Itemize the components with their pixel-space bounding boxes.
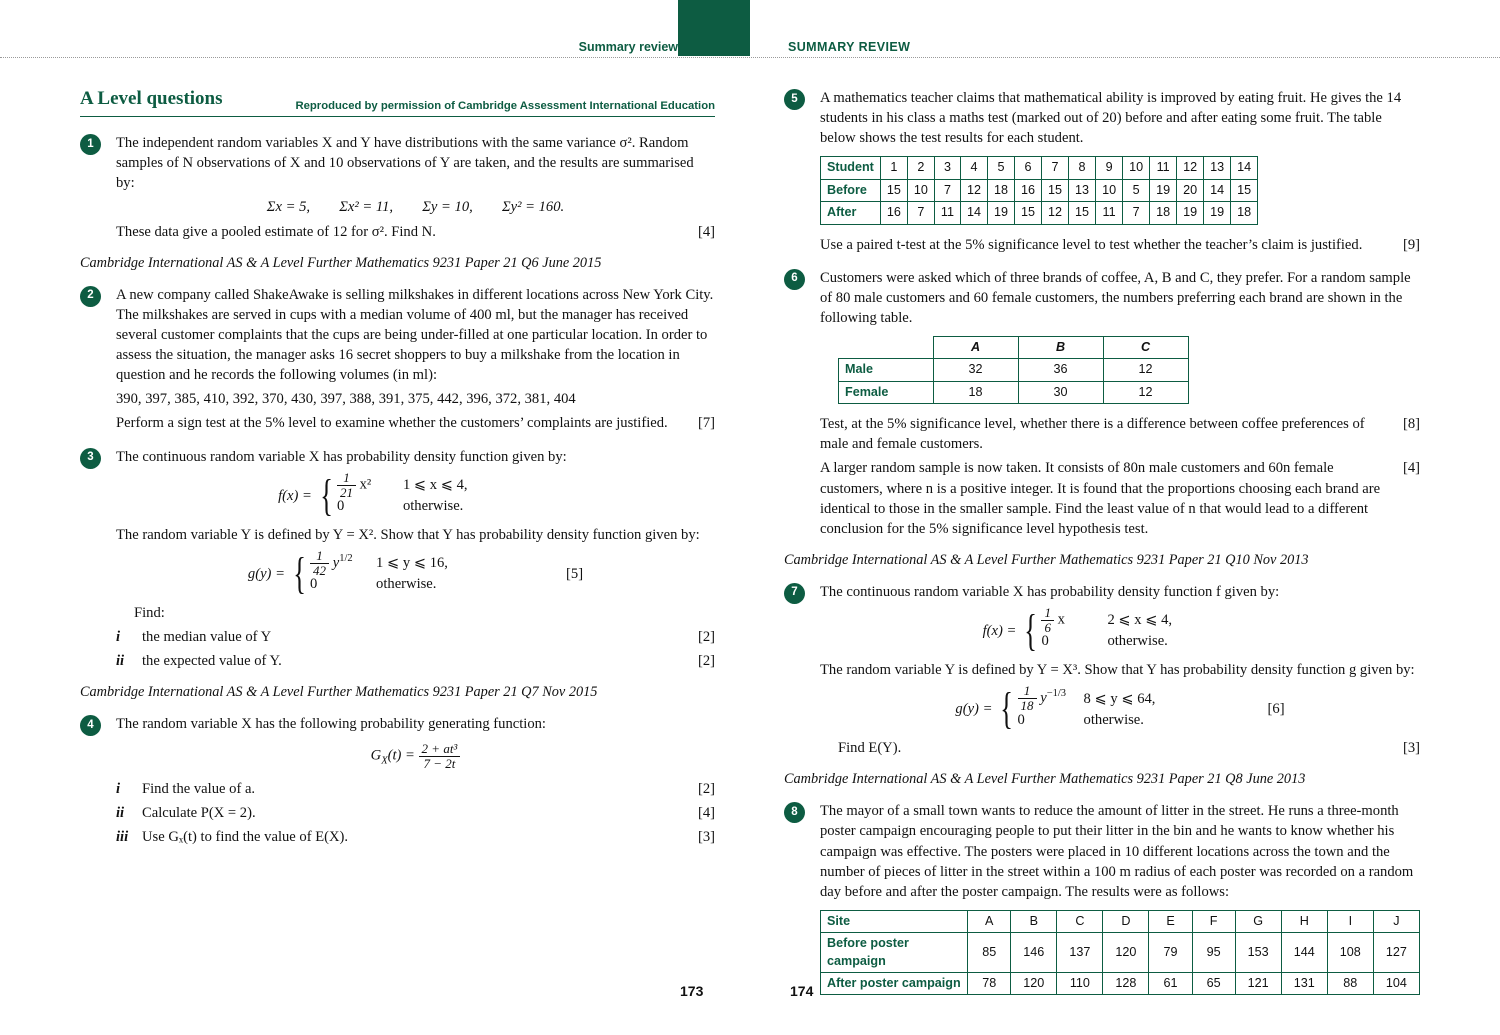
q7-g-cond1: 8 ⩽ y ⩽ 64, <box>1083 690 1156 707</box>
question-number-badge: 7 <box>784 583 805 604</box>
q3-f-lhs: f(x) = <box>278 487 312 504</box>
cell: 7 <box>1123 202 1150 224</box>
marks-3-g: [5] <box>566 565 584 582</box>
q7-g-cond2: otherwise. <box>1083 711 1144 728</box>
header-divider <box>0 57 1500 58</box>
question-1-text: The independent random variables X and Y have distributions with the same variance σ². Random samples of N observations of X and 10 observations of Y are taken, and the results are summarised by: <box>116 135 694 192</box>
cell: 65 <box>1192 973 1235 995</box>
question-number-badge: 6 <box>784 269 805 290</box>
cell: H <box>1281 910 1327 932</box>
q7-g-piecewise <box>820 683 1420 734</box>
title-divider <box>80 116 715 117</box>
question-6 <box>784 268 1420 539</box>
question-number-badge: 4 <box>80 715 101 736</box>
table-row <box>821 973 1420 995</box>
source-1: Cambridge International AS & A Level Further Mathematics 9231 Paper 21 Q6 June 2015 <box>80 254 602 271</box>
cell: 108 <box>1327 933 1373 973</box>
table-row <box>821 157 1258 179</box>
cell: 110 <box>1057 973 1103 995</box>
brace-icon: { <box>1024 606 1038 655</box>
cell: 15 <box>1015 202 1042 224</box>
cell: 144 <box>1281 933 1327 973</box>
cell: 61 <box>1149 973 1192 995</box>
question-3-text2: The random variable Y is defined by Y = X². Show that Y has probability density function given by: <box>116 526 700 543</box>
cell: A <box>968 910 1011 932</box>
cell: 15 <box>1042 179 1069 201</box>
cell: 153 <box>1235 933 1281 973</box>
cell: 32 <box>933 359 1018 381</box>
question-8-table <box>820 910 1420 996</box>
q7-f-expr: x <box>1057 611 1065 628</box>
cell: J <box>1373 910 1419 932</box>
row-label-female: Female <box>839 381 934 403</box>
cell: 78 <box>968 973 1011 995</box>
cell: 18 <box>1231 202 1258 224</box>
cell: 19 <box>988 202 1015 224</box>
q7-f-lhs: f(x) = <box>982 622 1017 639</box>
cell: 1 <box>880 157 907 179</box>
table-row <box>839 359 1189 381</box>
q3-item-i-marker: i <box>116 628 121 645</box>
left-page-content <box>80 88 715 860</box>
row-label: Before <box>821 179 881 201</box>
marks-7: [3] <box>1402 740 1420 757</box>
cell: 16 <box>880 202 907 224</box>
q3-f-cond2: otherwise. <box>402 498 464 515</box>
cell: 12 <box>1103 381 1188 403</box>
table-row <box>821 933 1420 973</box>
cell: 12 <box>1042 202 1069 224</box>
page-number-left: 173 <box>680 983 704 999</box>
q3-g-fraction: $\frac{1}{42}$ <box>310 549 329 577</box>
table-row <box>821 910 1420 932</box>
question-6-table <box>838 336 1189 404</box>
source-7: Cambridge International AS & A Level Further Mathematics 9231 Paper 21 Q8 June 2013 <box>784 771 1306 788</box>
q3-f-fraction: $\frac{1}{21}$ <box>337 471 356 499</box>
q3-item-ii-marker: ii <box>116 653 125 669</box>
question-4 <box>80 714 715 847</box>
question-2-data: 390, 397, 385, 410, 392, 370, 430, 397, 388, 391, 375, 442, 396, 372, 381, 404 <box>116 391 576 408</box>
cell: 10 <box>1096 179 1123 201</box>
q7-g-lhs: g(y) = <box>955 701 993 718</box>
cell: 19 <box>1150 179 1177 201</box>
q4-den: 7 − 2t <box>423 755 456 771</box>
q3-item-i <box>116 627 715 647</box>
marks-1: [4] <box>697 223 715 240</box>
cell: 127 <box>1373 933 1419 973</box>
question-8-text: The mayor of a small town wants to reduce the amount of litter in the street. He runs a three-month poster campaign encouraging people to put their litter in the bin and he wants to know whether his campaign was effective. The posters were placed in 10 different locations across the town and the number of pieces of litter in the street within a 100 m radius of each poster was recorded on a random day before and after the poster campaign. The results were as follows: <box>820 803 1414 900</box>
cell: D <box>1103 910 1149 932</box>
marks-3-i: [2] <box>697 628 715 645</box>
section-title-row <box>80 88 715 114</box>
cell: 2 <box>907 157 934 179</box>
question-number-badge: 8 <box>784 802 805 823</box>
q4-item-i-text: Find the value of a. <box>142 780 256 797</box>
row-label: After poster campaign <box>821 973 968 995</box>
q7-f-cond1: 2 ⩽ x ⩽ 4, <box>1107 612 1173 629</box>
q7-f-fraction: $\frac{1}{6}$ <box>1041 606 1054 634</box>
row-label: Student <box>821 157 881 179</box>
q3-g-expr2: 0 <box>310 576 318 593</box>
cell: 19 <box>1204 202 1231 224</box>
cell: 14 <box>1231 157 1258 179</box>
cell: 5 <box>1123 179 1150 201</box>
cell: 7 <box>1042 157 1069 179</box>
marks-7-g: [6] <box>1267 701 1285 718</box>
cell: 14 <box>1204 179 1231 201</box>
source-6: Cambridge International AS & A Level Further Mathematics 9231 Paper 21 Q10 Nov 2013 <box>784 551 1309 568</box>
q4-item-i <box>116 779 715 799</box>
q3-g-lhs: g(y) = <box>247 565 285 582</box>
marks-4-i: [2] <box>697 780 715 797</box>
brace-icon: { <box>1000 684 1014 734</box>
cell: E <box>1149 910 1192 932</box>
page-number-right: 174 <box>790 983 814 999</box>
q4-item-ii <box>116 803 715 823</box>
q4-item-iii-text: Use Gₓ(t) to find the value of E(X). <box>142 828 349 845</box>
cell: 30 <box>1018 381 1103 403</box>
marks-4-iii: [3] <box>697 828 715 845</box>
question-2 <box>80 285 715 434</box>
question-5-table <box>820 156 1258 224</box>
marks-4-ii: [4] <box>697 804 715 821</box>
question-1-summary: Σx = 5, Σx² = 11, Σy = 10, Σy² = 160. <box>266 199 565 216</box>
question-8 <box>784 801 1420 995</box>
cell: 16 <box>1015 179 1042 201</box>
cell: 8 <box>1069 157 1096 179</box>
q3-item-ii <box>116 651 715 671</box>
cell: F <box>1192 910 1235 932</box>
cell: 146 <box>1011 933 1057 973</box>
cell: 18 <box>933 381 1018 403</box>
q7-g-expr: $y^{-1/3}$ <box>1040 688 1067 706</box>
page-title: A Level questions <box>80 88 223 109</box>
q3-f-expr2: 0 <box>336 498 345 515</box>
running-head-left: Summary review <box>578 40 678 54</box>
cell: 12 <box>1177 157 1204 179</box>
q4-item-ii-marker: ii <box>116 804 125 821</box>
question-1-text2: [4] These data give a pooled estimate of 12 for σ². Find N. <box>116 222 715 242</box>
cell: 19 <box>1177 202 1204 224</box>
question-6-text3: [4] A larger random sample is now taken. It consists of 80n male customers and 60n female customers, where n is a positive integer. It is found that the proportions choosing each brand are identical to those in the smaller sample. Find the least value of n that would lead to a different conclusion for the 5% significance level hypothesis test. <box>820 460 1420 537</box>
cell: 14 <box>960 202 987 224</box>
table-row <box>839 381 1189 403</box>
cell: 131 <box>1281 973 1327 995</box>
q4-num: 2 + at³ <box>419 742 461 757</box>
question-6-text2: [8] Test, at the 5% significance level, whether there is a difference between coffee preferences of male and female customers. <box>820 416 1420 453</box>
q3-f-cond1: 1 ⩽ x ⩽ 4, <box>402 477 468 494</box>
question-7-text2: The random variable Y is defined by Y = X³. Show that Y has probability density function g given by: <box>820 662 1415 678</box>
cell: 95 <box>1192 933 1235 973</box>
cell: 15 <box>880 179 907 201</box>
cell: 121 <box>1235 973 1281 995</box>
marks-6a: [8] <box>1402 416 1420 433</box>
cell: 3 <box>934 157 960 179</box>
q3-item-ii-text: the expected value of Y. <box>142 653 282 669</box>
question-5-text2: [9] Use a paired t-test at the 5% significance level to test whether the teacher’s claim is justified. <box>820 235 1420 255</box>
running-head-right: SUMMARY REVIEW <box>788 40 911 54</box>
q3-g-piecewise <box>116 548 715 598</box>
marks-3-ii: [2] <box>697 653 715 669</box>
cell: I <box>1327 910 1373 932</box>
q4-item-ii-text: Calculate P(X = 2). <box>142 804 256 821</box>
q3-g-cond2: otherwise. <box>376 576 437 593</box>
cell: 120 <box>1103 933 1149 973</box>
cell: 36 <box>1018 359 1103 381</box>
col-a: A <box>933 337 1018 359</box>
cell: 18 <box>988 179 1015 201</box>
question-1 <box>80 133 715 242</box>
cell: 128 <box>1103 973 1149 995</box>
table-header-row <box>839 337 1189 359</box>
question-2-text: A new company called ShakeAwake is selling milkshakes in different locations across New York City. The milkshakes are served in cups with a median volume of 400 ml, but the manager has received several customer complaints that the cups are being under-filled at one particular location. In order to assess the situation, the manager asks 16 secret shoppers to buy a milkshake from the location in question and he records the following volumes (in ml): <box>116 286 714 384</box>
cell: 12 <box>1103 359 1188 381</box>
q3-find-label: Find: <box>134 604 165 621</box>
q4-fraction <box>419 742 461 770</box>
q7-f-piecewise <box>820 605 1420 655</box>
cell: 18 <box>1150 202 1177 224</box>
q3-f-expr: x² <box>359 476 372 493</box>
question-number-badge: 3 <box>80 448 101 469</box>
credit-line: Reproduced by permission of Cambridge Assessment International Education <box>295 100 715 112</box>
cell: 10 <box>907 179 934 201</box>
q7-g-fraction: $\frac{1}{18}$ <box>1018 684 1037 712</box>
col-c: C <box>1103 337 1188 359</box>
q7-f-cond2: otherwise. <box>1107 633 1168 650</box>
q3-g-cond1: 1 ⩽ y ⩽ 16, <box>376 555 448 572</box>
cell: 13 <box>1204 157 1231 179</box>
cell: 120 <box>1011 973 1057 995</box>
cell: 20 <box>1177 179 1204 201</box>
question-7-text: The continuous random variable X has probability density function f given by: <box>820 583 1280 600</box>
cell: C <box>1057 910 1103 932</box>
question-number-badge: 1 <box>80 134 101 155</box>
cell: 13 <box>1069 179 1096 201</box>
cell: B <box>1011 910 1057 932</box>
cell: 11 <box>1096 202 1123 224</box>
question-4-text: The random variable X has the following probability generating function: <box>116 716 546 733</box>
q3-f-piecewise <box>116 469 715 520</box>
q4-item-iii-marker: iii <box>116 828 129 845</box>
table-row <box>821 179 1258 201</box>
q4-formula-lhs: G <box>370 747 382 764</box>
cell: 10 <box>1123 157 1150 179</box>
question-7-text3: [3] Find E(Y). <box>820 738 1420 758</box>
marks-5: [9] <box>1402 236 1420 253</box>
question-3-text: The continuous random variable X has probability density function given by: <box>116 448 567 465</box>
col-b: B <box>1018 337 1103 359</box>
question-number-badge: 2 <box>80 286 101 307</box>
q3-g-expr: $y^{1/2}$ <box>332 552 353 571</box>
cell: 5 <box>988 157 1015 179</box>
q4-formula <box>116 742 715 770</box>
q7-f-expr2: 0 <box>1041 633 1049 650</box>
right-page-content <box>784 88 1420 1008</box>
cell: 7 <box>907 202 934 224</box>
cell: 88 <box>1327 973 1373 995</box>
cell: 7 <box>934 179 960 201</box>
cell: 11 <box>1150 157 1177 179</box>
row-label: Site <box>821 910 968 932</box>
cell: 6 <box>1015 157 1042 179</box>
cell: 11 <box>934 202 960 224</box>
table-row <box>821 202 1258 224</box>
marks-2: [7] <box>697 415 715 432</box>
cell: 4 <box>960 157 987 179</box>
q7-g-expr2: 0 <box>1017 711 1025 728</box>
q4-formula-arg: (t) = <box>387 747 415 764</box>
q4-formula-sub: X <box>381 755 388 767</box>
question-7 <box>784 582 1420 758</box>
row-label: After <box>821 202 881 224</box>
question-number-badge: 5 <box>784 89 805 110</box>
q4-item-i-marker: i <box>116 780 121 797</box>
question-3 <box>80 447 715 672</box>
cell: 15 <box>1069 202 1096 224</box>
cell: G <box>1235 910 1281 932</box>
col-blank <box>839 337 934 359</box>
row-label-male: Male <box>839 359 934 381</box>
cell: 104 <box>1373 973 1419 995</box>
marks-6b: [4] <box>1402 460 1420 477</box>
question-5-text: A mathematics teacher claims that mathematical ability is improved by eating fruit. He gives the 14 students in his class a maths test (marked out of 20) before and after eating some fruit. The table below shows the test results for each student. <box>820 90 1402 147</box>
row-label: Before poster campaign <box>821 933 968 973</box>
cell: 12 <box>960 179 987 201</box>
question-6-text: Customers were asked which of three brands of coffee, A, B and C, they prefer. For a random sample of 80 male customers and 60 female customers, the numbers preferring each brand are shown in the following table. <box>820 269 1411 326</box>
q4-item-iii <box>116 827 715 847</box>
cell: 15 <box>1231 179 1258 201</box>
question-2-text2: [7] Perform a sign test at the 5% level to examine whether the customers’ complaints are justified. <box>116 413 715 433</box>
q3-item-i-text: the median value of Y <box>142 628 272 645</box>
cell: 79 <box>1149 933 1192 973</box>
brace-icon: { <box>320 470 333 520</box>
cell: 9 <box>1096 157 1123 179</box>
cell: 137 <box>1057 933 1103 973</box>
cell: 85 <box>968 933 1011 973</box>
question-5 <box>784 88 1420 255</box>
source-3: Cambridge International AS & A Level Further Mathematics 9231 Paper 21 Q7 Nov 2015 <box>80 684 598 701</box>
brace-icon: { <box>293 548 306 598</box>
